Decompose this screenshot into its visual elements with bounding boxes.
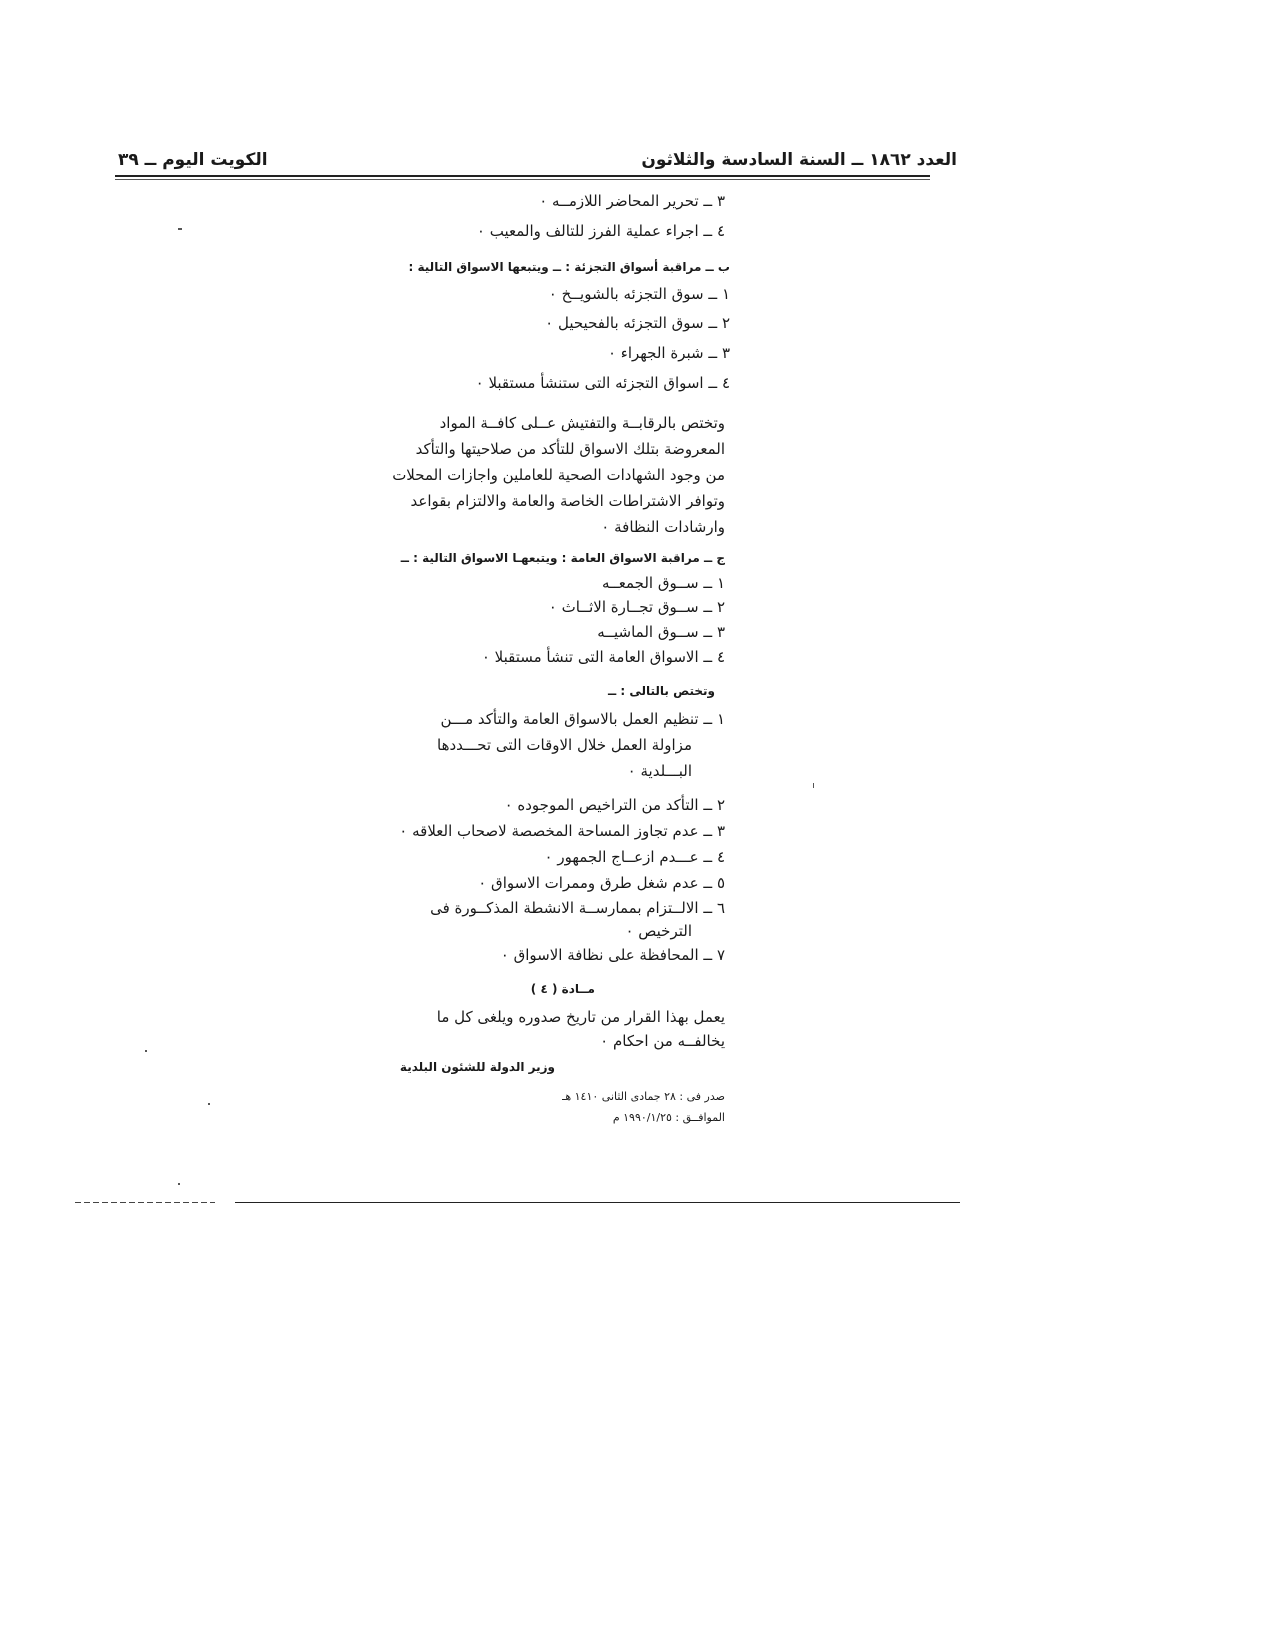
paragraph-line: وتختص بالرقابــة والتفتيش عــلى كافــة المواد bbox=[439, 414, 725, 432]
list-item: ٣ ــ شبرة الجهراء ٠ bbox=[607, 344, 730, 362]
list-item: ٣ ــ ســوق الماشيــه bbox=[597, 623, 725, 641]
header-rule-thin bbox=[115, 179, 930, 180]
task-item: ٤ ــ عـــدم ازعــاج الجمهور ٠ bbox=[544, 848, 725, 866]
list-item: ٤ ــ اسواق التجزئه التى ستنشأ مستقبلا ٠ bbox=[475, 374, 730, 392]
section-heading: ج ــ مراقبة الاسواق العامة : ويتبعهـا الاسواق التالية : ــ bbox=[400, 551, 725, 565]
paragraph-line: المعروضة بتلك الاسواق للتأكد من صلاحيتها والتأكد bbox=[415, 440, 725, 458]
list-item: ٢ ــ سوق التجزئه بالفحيحيل ٠ bbox=[545, 314, 730, 332]
scan-speck bbox=[178, 1183, 180, 1185]
article-body: يخالفــه من احكام ٠ bbox=[600, 1032, 725, 1050]
scan-speck bbox=[145, 1050, 147, 1052]
scan-speck bbox=[208, 1103, 210, 1105]
task-item: ٣ ــ عدم تجاوز المساحة المخصصة لاصحاب العلاقه ٠ bbox=[399, 822, 725, 840]
page-header: الكويت اليوم ــ ٣٩ bbox=[118, 150, 268, 170]
paragraph bbox=[330, 410, 725, 540]
list-item: ١ ــ سوق التجزئه بالشويــخ ٠ bbox=[548, 285, 730, 303]
paragraph-line: من وجود الشهادات الصحية للعاملين واجازات المحلات bbox=[392, 466, 725, 484]
footer-rule bbox=[235, 1202, 960, 1203]
task-item: ١ ــ تنظيم العمل بالاسواق العامة والتأكد مـــن bbox=[440, 710, 725, 728]
section-heading: ب ــ مراقبة أسواق التجزئة : ــ ويتبعها الاسواق التالية : bbox=[408, 260, 730, 274]
list-item: ٢ ــ ســوق تجــارة الاثــاث ٠ bbox=[548, 598, 725, 616]
task-item-cont: مزاولة العمل خلال الاوقات التى تحـــددها bbox=[437, 736, 692, 754]
signature: وزير الدولة للشئون البلدية bbox=[399, 1060, 555, 1074]
task-item-cont: الترخيص ٠ bbox=[625, 922, 692, 940]
task-item: ٥ ــ عدم شغل طرق وممرات الاسواق ٠ bbox=[478, 874, 725, 892]
list-item: ٣ ــ تحرير المحاضر اللازمــه ٠ bbox=[539, 192, 725, 210]
paragraph-line: وتوافر الاشتراطات الخاصة والعامة والالتزام بقواعد bbox=[410, 492, 725, 510]
article-title: مــادة ( ٤ ) bbox=[530, 982, 595, 996]
issue-date-gregorian: الموافــق : ١٩٩٠/١/٢٥ م bbox=[612, 1111, 725, 1124]
list-item: ٤ ــ الاسواق العامة التى تنشأ مستقبلا ٠ bbox=[481, 648, 725, 666]
footer-dash bbox=[75, 1202, 215, 1203]
scan-speck bbox=[178, 228, 182, 230]
task-item-cont: البـــلدية ٠ bbox=[627, 762, 692, 780]
issue-date: صدر فى : ٢٨ جمادى الثانى ١٤١٠ هـ bbox=[562, 1090, 725, 1103]
paragraph-line: وارشادات النظافة ٠ bbox=[601, 518, 725, 536]
tasks-heading: وتختص بالتالى : ــ bbox=[608, 684, 715, 698]
list-item: ٤ ــ اجراء عملية الفرز للتالف والمعيب ٠ bbox=[476, 222, 725, 240]
scan-speck bbox=[813, 783, 814, 788]
task-item: ٧ ــ المحافظة على نظافة الاسواق ٠ bbox=[500, 946, 725, 964]
task-item: ٢ ــ التأكد من التراخيص الموجوده ٠ bbox=[504, 796, 725, 814]
issue-header: العدد ١٨٦٢ ــ السنة السادسة والثلاثون bbox=[641, 150, 957, 170]
list-item: ١ ــ ســوق الجمعــه bbox=[601, 574, 725, 592]
header-rule bbox=[115, 175, 930, 177]
task-item: ٦ ــ الالــتزام بممارســة الانشطة المذكــورة فى bbox=[430, 899, 725, 917]
article-body: يعمل بهذا القرار من تاريخ صدوره ويلغى كل ما bbox=[436, 1008, 725, 1026]
